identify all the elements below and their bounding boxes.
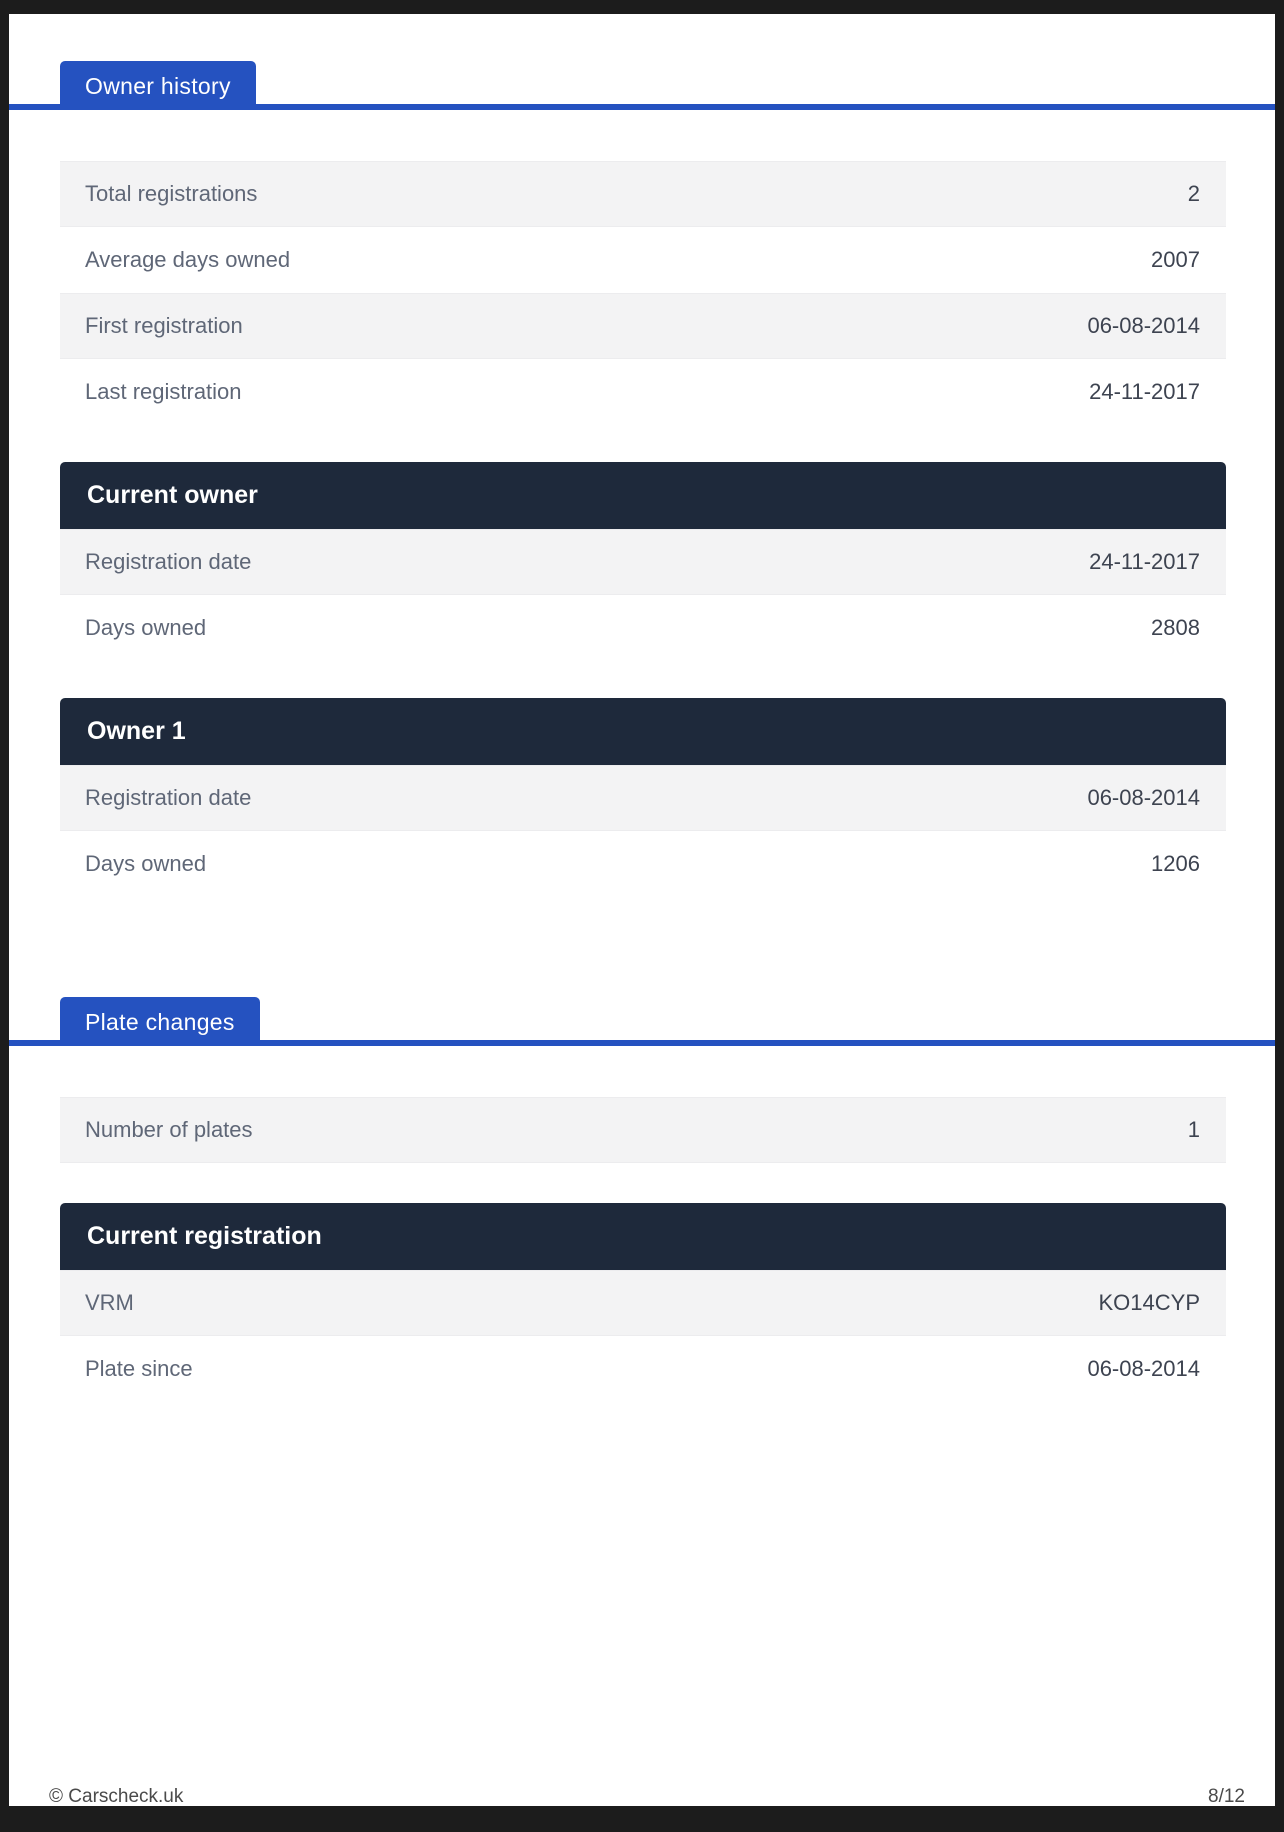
row-value: 06-08-2014 xyxy=(1087,313,1200,338)
current-registration-header: Current registration xyxy=(60,1203,1226,1270)
owner-1-days-owned-row xyxy=(60,831,1226,897)
row-value: 24-11-2017 xyxy=(1089,549,1200,574)
total-registrations-row xyxy=(60,161,1226,227)
row-value: 2 xyxy=(1187,181,1200,206)
section-divider xyxy=(9,1040,1275,1046)
owner-history-tab: Owner history xyxy=(60,61,256,105)
row-value: 24-11-2017 xyxy=(1089,379,1200,404)
row-label: Days owned xyxy=(85,615,207,640)
row-value: 06-08-2014 xyxy=(1087,785,1200,810)
row-value: 2007 xyxy=(1151,247,1200,272)
row-label: Last registration xyxy=(85,379,242,404)
section-divider xyxy=(9,104,1275,110)
row-value: 06-08-2014 xyxy=(1087,1356,1200,1381)
row-label: Registration date xyxy=(85,549,252,574)
row-label: Average days owned xyxy=(85,247,291,272)
row-label: Number of plates xyxy=(85,1117,253,1142)
current-owner-registration-date-row xyxy=(60,529,1226,595)
current-owner-days-owned-row xyxy=(60,595,1226,661)
row-label: Registration date xyxy=(85,785,252,810)
vrm-row xyxy=(60,1270,1226,1336)
first-registration-row xyxy=(60,293,1226,359)
row-label: Total registrations xyxy=(85,181,258,206)
current-owner-header: Current owner xyxy=(60,462,1226,529)
owner-history-header xyxy=(9,61,1275,111)
plate-since-row xyxy=(60,1336,1226,1402)
average-days-owned-row xyxy=(60,227,1226,293)
plate-changes-header xyxy=(9,997,1275,1047)
row-value: 2808 xyxy=(1151,615,1200,640)
row-value: 1206 xyxy=(1151,851,1200,876)
row-value: 1 xyxy=(1187,1117,1200,1142)
plate-changes-tab: Plate changes xyxy=(60,997,260,1041)
copyright-text: © Carscheck.uk xyxy=(49,1786,184,1806)
row-label: VRM xyxy=(85,1290,134,1315)
row-label: Plate since xyxy=(85,1356,193,1381)
row-label: First registration xyxy=(85,313,243,338)
row-value: KO14CYP xyxy=(1098,1290,1200,1315)
owner-1-header: Owner 1 xyxy=(60,698,1226,765)
number-of-plates-row xyxy=(60,1097,1226,1163)
owner-1-registration-date-row xyxy=(60,765,1226,831)
page-indicator: 8/12 xyxy=(1208,1786,1245,1806)
last-registration-row xyxy=(60,359,1226,425)
report-page xyxy=(9,14,1275,1806)
row-label: Days owned xyxy=(85,851,207,876)
